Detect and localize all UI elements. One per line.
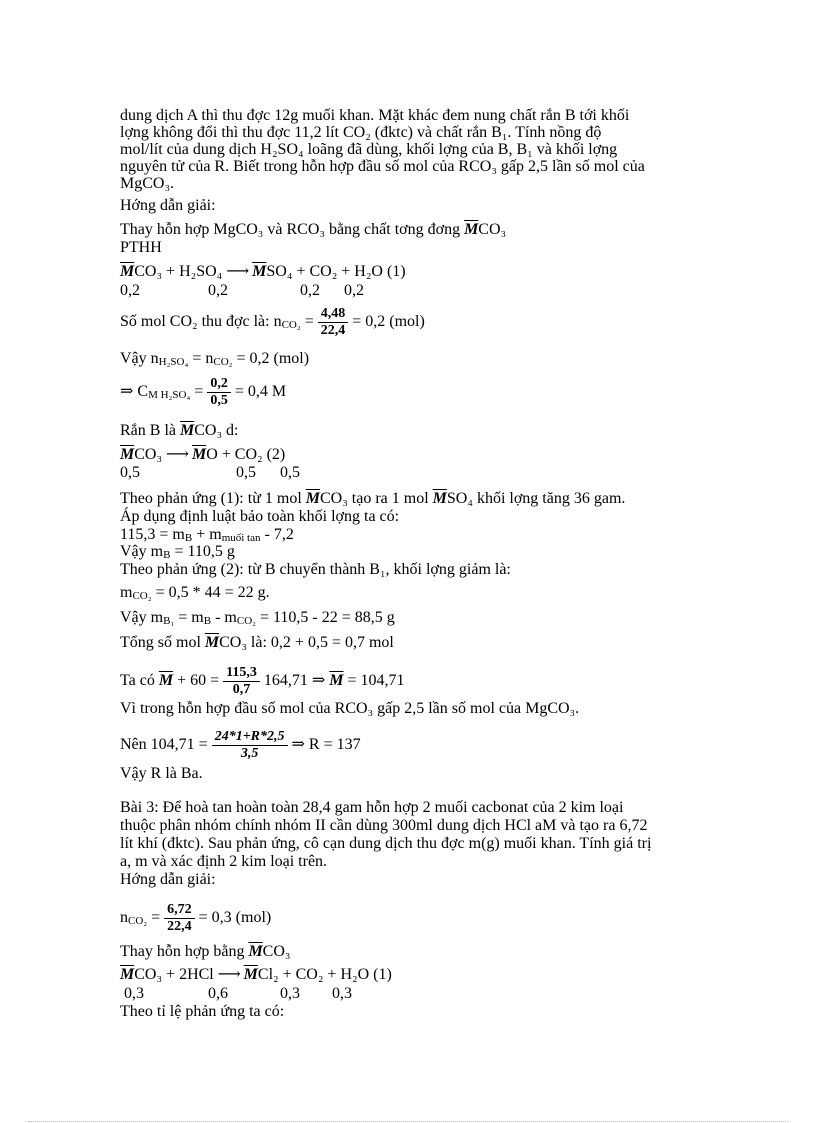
text-span: Vậy m	[120, 609, 164, 626]
m-bar-symbol: $\overline{M}$	[464, 221, 479, 238]
m-bar-symbol: $\overline{M}$	[180, 422, 195, 439]
subscript: B	[203, 615, 212, 627]
fraction-numerator: 6,72	[164, 902, 195, 919]
arrow-icon: ⟶	[226, 263, 249, 280]
text-span: ⇒ R = 137	[291, 736, 361, 754]
fraction-denominator: 0,7	[232, 682, 251, 697]
text-span: Số mol CO₂ thu đợc là: n	[120, 313, 282, 331]
text-line	[120, 584, 270, 601]
text-span: Cl₂ + CO₂ + H₂O (1)	[257, 966, 392, 983]
text-span: CO₃ d:	[194, 422, 239, 439]
text-span: = 0,3 (mol)	[198, 909, 272, 927]
subscript: CO₂	[236, 615, 256, 627]
text-span: + 60 =	[173, 672, 220, 690]
text-line: Bài 3: Để hoà tan hoàn toàn 28,4 gam hỗn hợp 2 muối cacbonat của 2 kim loại	[120, 799, 624, 816]
text-span: Nên 104,71 =	[120, 736, 208, 754]
text-span: CO₃ là: 0,2 + 0,5 = 0,7 mol	[219, 634, 394, 651]
text-span: SO₄ + CO₂ + H₂O (1)	[266, 263, 406, 280]
text-span: = 0,2 (mol)	[236, 350, 310, 367]
text-span: SO₄ khối lợng tăng 36 gam.	[446, 490, 626, 507]
text-span: ⇒ C	[120, 383, 149, 401]
text-span: = 110,5 - 22 = 88,5 g	[256, 609, 395, 626]
equation-line	[120, 446, 285, 463]
arrow-icon: ⟶	[166, 446, 188, 463]
subscript: CO₂	[132, 590, 152, 602]
m-bar-symbol: $\overline{M}$	[120, 263, 135, 280]
equation-line	[120, 263, 406, 280]
text-span: = 0,5 * 44 = 22 g.	[151, 584, 270, 601]
text-line	[120, 609, 395, 626]
text-line: Vậy R là Ba.	[120, 765, 203, 782]
fraction-denominator: 22,4	[320, 323, 346, 338]
fraction-denominator: 0,5	[210, 393, 228, 408]
text-span: - 7,2	[260, 526, 294, 543]
text-line: 0,3 0,6 0,3 0,3	[120, 985, 352, 1002]
text-span: = 110,5 g	[170, 543, 235, 560]
text-span: CO₃ tạo ra 1 mol	[320, 490, 429, 507]
m-bar-symbol: $\overline{M}$	[120, 446, 135, 463]
text-line: dung dịch A thì thu đợc 12g muối khan. Mặt khác đem nung chất rắn B tới khối	[120, 107, 630, 124]
text-line	[120, 422, 238, 439]
text-line	[120, 490, 625, 507]
fraction-numerator: 24*1+R*2,5	[212, 729, 288, 746]
text-span: CO₃	[478, 221, 507, 238]
text-line: Theo phản ứng (2): từ B chuyển thành B₁, khối lợng giảm là:	[120, 561, 511, 578]
text-line: $n_{CO_2}$ = $\frac{6,72}{22,4}$ = 0,3 (mol)	[120, 902, 272, 934]
subscript: B	[163, 549, 171, 561]
text-line	[120, 943, 290, 960]
text-line	[120, 526, 294, 543]
text-line: ⇒ $C_{M H_2SO_4}$ = $\frac{0,2}{0,5}$ = 0,4 M	[120, 376, 287, 408]
text-span: Thay hỗn hợp bằng	[120, 943, 245, 960]
text-line	[120, 221, 506, 238]
text-span: m	[120, 584, 133, 601]
m-bar-symbol: $\overline{M}$	[191, 446, 207, 463]
text-span: n	[120, 909, 128, 927]
text-line: MgCO₃.	[120, 175, 175, 192]
fraction	[212, 729, 288, 762]
text-line	[120, 634, 394, 651]
text-span: = n	[192, 350, 214, 367]
m-bar-symbol: $\overline{M}$	[120, 966, 135, 983]
text-span: 115,3 = m	[120, 526, 185, 543]
text-span: Vậy m	[120, 543, 164, 560]
text-span: CO₃ + 2HCl	[134, 966, 214, 983]
subscript: B₁	[163, 615, 175, 627]
text-line: Số mol CO₂ thu đợc là: $n_{CO_2}$ = $\frac{4,48}{22,4}$ = 0,2 (mol)	[120, 306, 425, 338]
subscript: M H₂SO₄	[148, 389, 191, 402]
m-bar-symbol: $\overline{M}$	[204, 634, 220, 651]
text-line: Theo tỉ lệ phản ứng ta có:	[120, 1003, 285, 1020]
text-line: nguyên tử của R. Biết trong hỗn hợp đầu số mol của RCO₃ gấp 2,5 lần số mol của	[120, 158, 645, 175]
m-bar-symbol: $\overline{M}$	[158, 672, 174, 690]
m-bar-symbol: $\overline{M}$	[432, 490, 447, 507]
subscript: B	[184, 532, 193, 544]
text-span: Tổng số mol	[120, 634, 201, 651]
m-bar-symbol: $\overline{M}$	[248, 943, 263, 960]
section-heading: Hớng dẫn giải:	[120, 871, 216, 888]
m-bar-symbol: $\overline{M}$	[243, 966, 258, 983]
section-heading: Hớng dẫn giải:	[120, 197, 216, 214]
text-span: Vậy n	[120, 350, 159, 367]
text-span: - m	[211, 609, 237, 626]
text-line: Áp dụng định luật bảo toàn khối lợng ta có:	[120, 508, 400, 525]
text-line	[120, 665, 405, 698]
equation-line	[120, 966, 392, 983]
text-line: lợng không đổi thì thu đợc 11,2 lít CO₂ (đktc) và chất rắn B₁. Tính nồng độ	[120, 124, 602, 141]
text-line: PTHH	[120, 239, 162, 256]
text-span: O + CO₂ (2)	[206, 446, 286, 463]
text-span: Ta có	[120, 672, 155, 690]
text-line	[120, 543, 235, 560]
text-span: = m	[174, 609, 204, 626]
text-span: = 0,2 (mol)	[352, 313, 425, 331]
m-bar-symbol: $\overline{M}$	[252, 263, 267, 280]
page-divider	[28, 1121, 788, 1122]
text-line: 0,5 0,5 0,5	[120, 464, 300, 481]
text-span: Rắn B là	[120, 422, 176, 439]
text-span: Theo phản ứng (1): từ 1 mol	[120, 490, 302, 507]
subscript: CO₂	[213, 356, 233, 368]
fraction-denominator: 3,5	[240, 746, 259, 761]
fraction-numerator: 0,2	[207, 376, 231, 393]
fraction-numerator: 4,48	[318, 306, 349, 323]
text-line: 0,2 0,2 0,2 0,2	[120, 282, 364, 299]
subscript: CO₂	[128, 915, 148, 928]
text-span: CO₃	[134, 446, 163, 463]
fraction-numerator: 115,3	[223, 665, 260, 682]
text-line	[120, 350, 309, 367]
fraction	[318, 306, 349, 339]
text-line: thuộc phân nhóm chính nhóm II cần dùng 300ml dung dịch HCl aM và tạo ra 6,72	[120, 817, 648, 834]
arrow-icon: ⟶	[217, 966, 240, 983]
subscript: CO₂	[281, 319, 301, 332]
m-bar-symbol: $\overline{M}$	[305, 490, 320, 507]
text-span: + m	[192, 526, 222, 543]
text-span: = 104,71	[343, 672, 405, 690]
subscript: H₂SO₄	[158, 356, 189, 368]
fraction-denominator: 22,4	[167, 919, 192, 934]
text-span: Thay hỗn hợp MgCO₃ và RCO₃ bằng chất tơng đơng	[120, 221, 461, 238]
fraction	[223, 665, 260, 698]
text-line	[120, 729, 361, 762]
m-bar-symbol: $\overline{M}$	[329, 672, 344, 690]
text-line: a, m và xác định 2 kim loại trên.	[120, 853, 328, 870]
text-line: Vì trong hỗn hợp đầu số mol của RCO₃ gấp 2,5 lần số mol của MgCO₃.	[120, 700, 580, 717]
text-span: 164,71 ⇒	[259, 672, 326, 690]
text-span: CO₃ + H₂SO₄	[134, 263, 223, 280]
fraction	[164, 902, 195, 935]
fraction	[207, 376, 231, 409]
text-line: mol/lít của dung dịch H₂SO₄ loãng đã dùng, khối lợng của B, B₁ và khối lợng	[120, 141, 618, 158]
subscript: muối tan	[221, 532, 261, 544]
text-line: lít khí (đktc). Sau phản ứng, cô cạn dung dịch thu đợc m(g) muối khan. Tính giá trị	[120, 835, 652, 852]
text-span: = 0,4 M	[234, 383, 287, 401]
text-span: CO₃	[262, 943, 291, 960]
